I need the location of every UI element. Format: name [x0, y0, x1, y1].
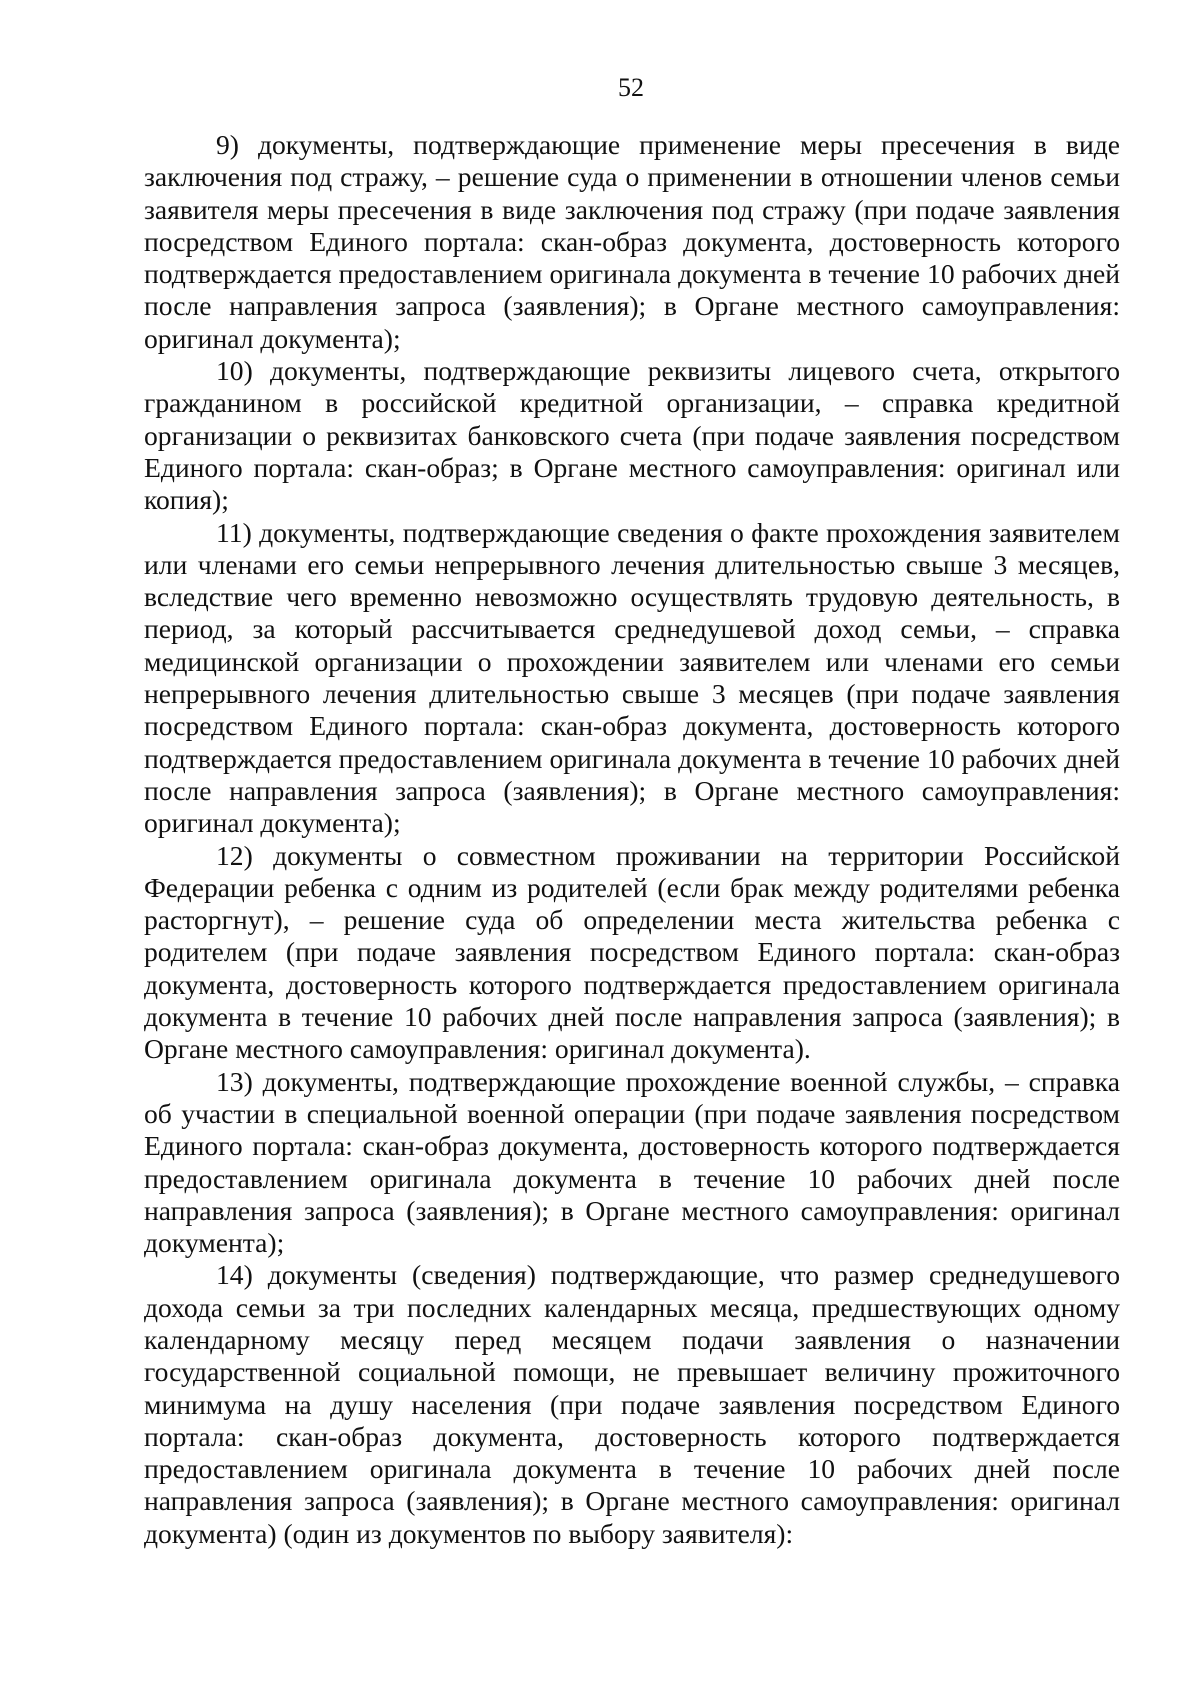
paragraph-item-12: 12) документы о совместном проживании на территории Российской Федерации ребенка с одним из родителей (если брак между родителями ребенка расторгнут), – решение суда об определении места жительства ребенка с родителем (при подаче заявления посредством Единого портала: скан-образ документа, достоверность которого подтверждается предоставлением оригинала документа в течение 10 рабочих дней после направления запроса (заявления); в Органе местного самоуправления: оригинал документа).	[144, 839, 1120, 1065]
paragraph-item-14: 14) документы (сведения) подтверждающие, что размер среднедушевого дохода семьи за три последних календарных месяца, предшествующих одному календарному месяцу перед месяцем подачи заявления о назначении государственной социальной помощи, не превышает величину прожиточного минимума на душу населения (при подаче заявления посредством Единого портала: скан-образ документа, достоверность которого подтверждается предоставлением оригинала документа в течение 10 рабочих дней после направления запроса (заявления); в Органе местного самоуправления: оригинал документа) (один из документов по выбору заявителя):	[144, 1259, 1120, 1549]
page-number: 52	[618, 73, 644, 102]
paragraph-item-13: 13) документы, подтверждающие прохождение военной службы, – справка об участии в специальной военной операции (при подаче заявления посредством Единого портала: скан-образ документа, достоверность которого подтверждается предоставлением оригинала документа в течение 10 рабочих дней после направления запроса (заявления); в Органе местного самоуправления: оригинал документа);	[144, 1065, 1120, 1259]
document-body	[144, 129, 1120, 1550]
paragraph-item-11: 11) документы, подтверждающие сведения о факте прохождения заявителем или членами его семьи непрерывного лечения длительностью свыше 3 месяцев, вследствие чего временно невозможно осуществлять трудовую деятельность, в период, за который рассчитывается среднедушевой доход семьи, – справка медицинской организации о прохождении заявителем или членами его семьи непрерывного лечения длительностью свыше 3 месяцев (при подаче заявления посредством Единого портала: скан-образ документа, достоверность которого подтверждается предоставлением оригинала документа в течение 10 рабочих дней после направления запроса (заявления); в Органе местного самоуправления: оригинал документа);	[144, 516, 1120, 839]
paragraph-item-10: 10) документы, подтверждающие реквизиты лицевого счета, открытого гражданином в российской кредитной организации, – справка кредитной организации о реквизитах банковского счета (при подаче заявления посредством Единого портала: скан-образ; в Органе местного самоуправления: оригинал или копия);	[144, 355, 1120, 516]
paragraph-item-9: 9) документы, подтверждающие применение меры пресечения в виде заключения под стражу, – решение суда о применении в отношении членов семьи заявителя меры пресечения в виде заключения под стражу (при подаче заявления посредством Единого портала: скан-образ документа, достоверность которого подтверждается предоставлением оригинала документа в течение 10 рабочих дней после направления запроса (заявления); в Органе местного самоуправления: оригинал документа);	[144, 129, 1120, 354]
